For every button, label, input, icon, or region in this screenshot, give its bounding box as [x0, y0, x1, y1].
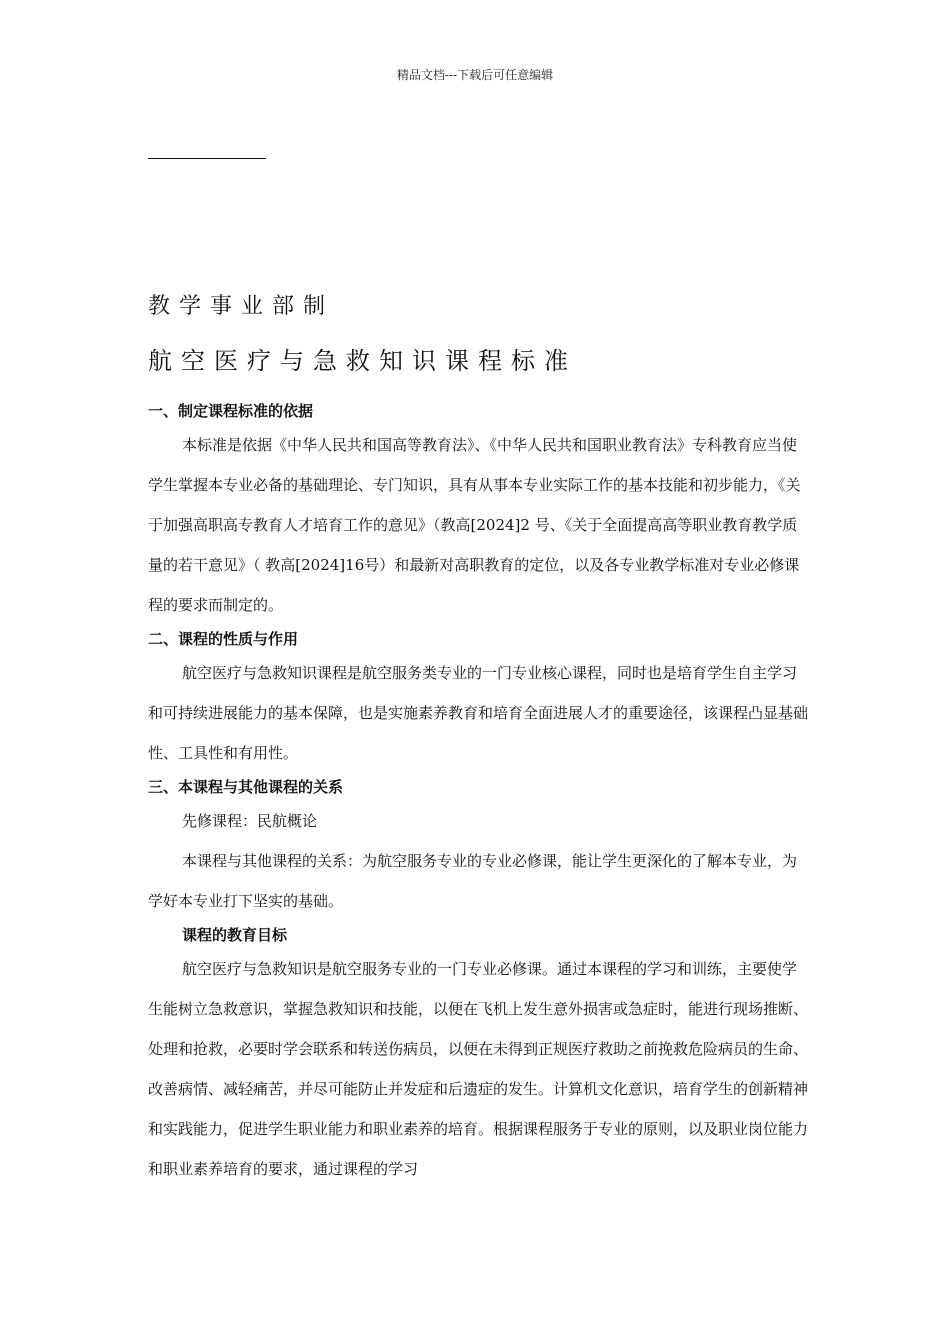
section-heading-basis: 一、制定课程标准的依据 — [148, 402, 314, 420]
top-rule — [148, 158, 266, 159]
paragraph-basis: 本标准是依据《中华人民共和国高等教育法》、《中华人民共和国职业教育法》专科教育应当使学生掌握本专业必备的基础理论、专门知识，具有从事本专业实际工作的基本技能和初步能力，《关于加强高职高专教育人才培育工作的意见》（教高[2024]2 号、《关于全面提高高等职业教育教学质量的若干意见》（ 教高[2024]16号）和最新对高职教育的定位，以及各专业教学标准对专业必修课程的要求而制定的。 — [148, 436, 801, 614]
section-heading-relations: 三、本课程与其他课程的关系 — [148, 778, 344, 796]
document-body — [148, 397, 808, 1189]
section-heading-goals: 课程的教育目标 — [182, 926, 288, 944]
paragraph-goals: 航空医疗与急救知识是航空服务专业的一门专业必修课。通过本课程的学习和训练，主要使学生能树立急救意识，掌握急救知识和技能，以便在飞机上发生意外损害或急症时，能进行现场推断、处理和抢救，必要时学会联系和转送伤病员，以便在未得到正规医疗救助之前挽救危险病员的生命、改善病情、减轻痛苦，并尽可能防止并发症和后遗症的发生。计算机文化意识，培育学生的创新精神和实践能力，促进学生职业能力和职业素养的培育。根据课程服务于专业的原则，以及职业岗位能力和职业素养培育的要求，通过课程的学习 — [148, 960, 809, 1178]
header-note: 精品文档---下载后可任意编辑 — [396, 68, 554, 82]
department-title: 教学事业部制 — [148, 294, 335, 319]
document-title: 航空医疗与急救知识课程标准 — [148, 347, 577, 375]
paragraph-relations: 本课程与其他课程的关系：为航空服务专业的专业必修课，能让学生更深化的了解本专业，为学好本专业打下坚实的基础。 — [148, 852, 798, 910]
paragraph-prerequisite: 先修课程：民航概论 — [182, 812, 318, 830]
section-heading-nature: 二、课程的性质与作用 — [148, 630, 299, 648]
paragraph-nature: 航空医疗与急救知识课程是航空服务类专业的一门专业核心课程，同时也是培育学生自主学习和可持续进展能力的基本保障，也是实施素养教育和培育全面进展人才的重要途径，该课程凸显基础性、工具性和有用性。 — [148, 664, 809, 762]
